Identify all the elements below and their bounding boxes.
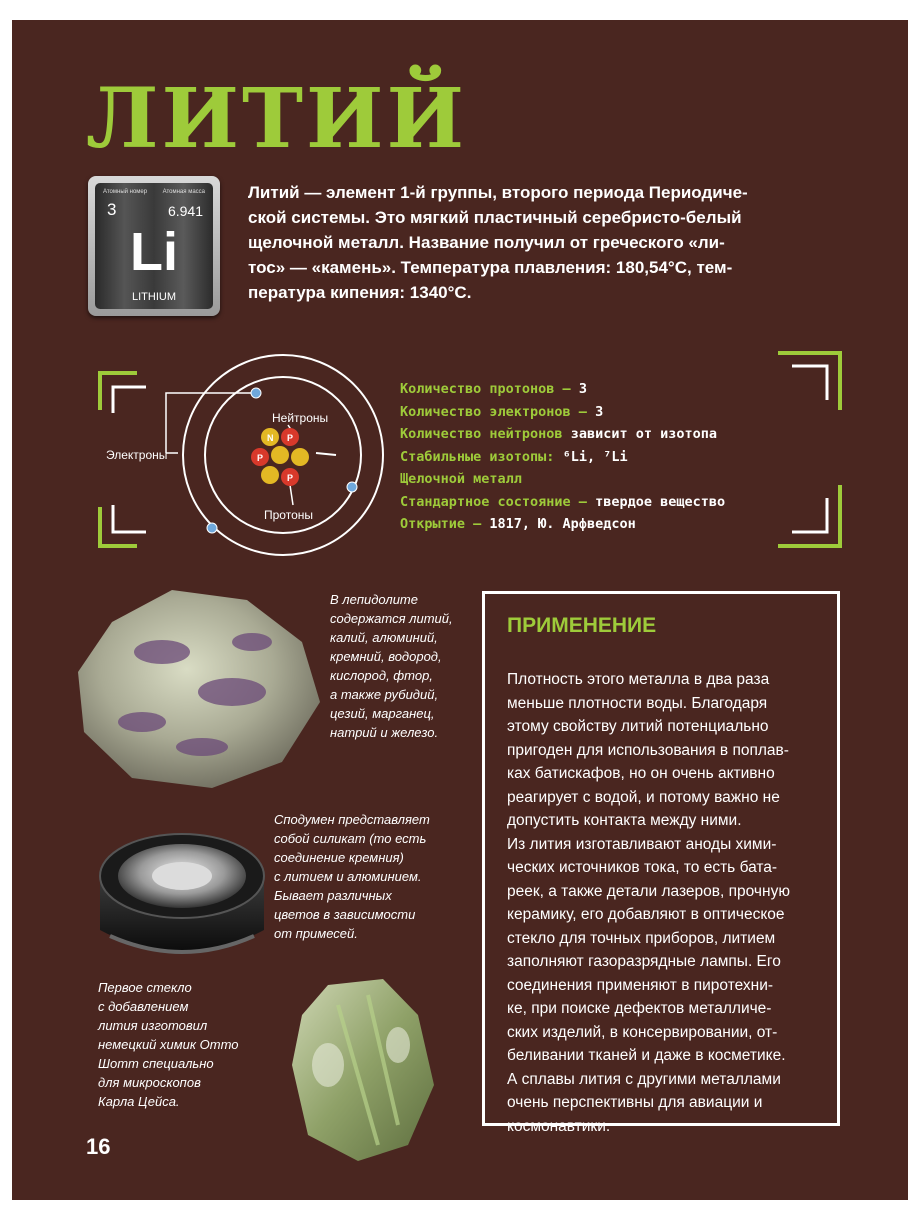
application-line: космонавтики. [507, 1117, 611, 1135]
fact-value: 3 [595, 403, 604, 420]
application-line: меньше плотности воды. Благодаря [507, 694, 768, 712]
fact-key: Стандартное состояние — [400, 493, 596, 510]
bracket-bottom-right [778, 485, 840, 546]
caption-line: соединение кремния) [274, 850, 404, 865]
application-line: ке, при поиске дефектов металличе- [507, 1000, 772, 1017]
page-number: 16 [86, 1134, 111, 1159]
application-line: пригоден для использования в поплав- [507, 741, 789, 759]
proton-mark: P [287, 473, 294, 483]
application-line: керамику, его добавляют в оптическое [507, 906, 785, 923]
atomic-mass: 6.941 [167, 203, 203, 219]
element-symbol: Li [130, 222, 178, 282]
application-line: Плотность этого металла в два раза [507, 671, 770, 688]
neutron-mark: N [267, 433, 274, 443]
fact-item [400, 513, 725, 536]
lens-image [96, 818, 268, 968]
caption-line: собой силикат (то есть [274, 831, 427, 846]
caption-line: цезий, марганец, [330, 706, 435, 721]
application-line: ских изделий, в консервировании, от- [507, 1023, 778, 1041]
electron-particle [251, 388, 261, 398]
caption-line: немецкий химик Отто [98, 1037, 239, 1052]
atomic-number: 3 [107, 200, 117, 219]
fact-key: Стабильные изотопы: [400, 448, 563, 465]
application-line: ческих источников тока, то есть бата- [507, 859, 778, 876]
fact-list [400, 378, 725, 536]
caption-line: Первое стекло [98, 980, 192, 995]
bracket-inner-top-right [792, 366, 827, 400]
electron-particle [207, 523, 217, 533]
fact-item [400, 423, 725, 446]
application-line: реагирует с водой, и потому важно не [507, 788, 780, 806]
intro-line: пература кипения: 1340°С. [248, 283, 472, 302]
arrow-line [316, 453, 336, 455]
application-line: ках батискафов, но он очень активно [507, 765, 775, 782]
spodumene-caption [274, 810, 430, 943]
neutrons-label: Нейтроны [272, 411, 329, 425]
nucleus [251, 428, 309, 486]
caption-line: а также рубидий, [330, 687, 439, 702]
caption-line: содержатся литий, [330, 611, 453, 626]
caption-line: для микроскопов [98, 1075, 201, 1090]
intro-line: тос» — «камень». Температура плавления: 180,54°С, тем- [248, 258, 733, 277]
application-title: ПРИМЕНЕНИЕ [507, 614, 657, 637]
caption-line: от примесей. [274, 926, 358, 941]
proton-mark: P [257, 453, 264, 463]
spodumene-image [288, 975, 438, 1165]
intro-line: щелочной металл. Название получил от греческого «ли- [248, 233, 725, 252]
element-name: LITHIUM [132, 291, 176, 303]
caption-line: натрий и железо. [330, 725, 439, 740]
neutron-particle [271, 446, 289, 464]
fact-item [400, 378, 725, 401]
fact-key: Количество протонов — [400, 381, 579, 397]
caption-line: Карла Цейса. [98, 1094, 180, 1109]
application-line: беливании тканей и даже в косметике. [507, 1047, 786, 1064]
fact-key: Количество электронов — [400, 403, 596, 420]
fact-key: Количество нейтронов [400, 426, 571, 442]
bracket-inner-bottom-right [792, 498, 827, 532]
glass-caption [98, 978, 239, 1111]
caption-line: Бывает различных [274, 888, 392, 903]
fact-item [400, 491, 725, 514]
protons-label: Протоны [264, 508, 313, 522]
page-title: ЛИТИЙ [86, 71, 467, 167]
fact-value: зависит от изотопа [570, 426, 717, 442]
proton-mark: P [287, 433, 294, 443]
lepidolite-image [72, 582, 324, 794]
fact-key: Открытие — [400, 516, 490, 532]
electron-particle [347, 482, 357, 492]
application-line: соединения применяют в пиротехни- [507, 976, 774, 994]
proton-pointer [290, 485, 293, 505]
application-line: стекло для точных приборов, литием [507, 929, 776, 947]
application-line: А сплавы лития с другими металлами [507, 1070, 781, 1088]
application-line: Из лития изготавливают аноды хими- [507, 835, 777, 853]
atomic-number-label: Атомный номер [103, 189, 148, 195]
application-line: очень перспективны для авиации и [507, 1094, 763, 1111]
caption-line: В лепидолите [330, 592, 418, 607]
intro-line: Литий — элемент 1-й группы, второго периода Периодиче- [248, 183, 748, 202]
atom-diagram [88, 345, 408, 560]
electrons-label: Электроны [106, 448, 168, 462]
fact-item [400, 401, 725, 424]
caption-line: Шотт специально [98, 1056, 214, 1071]
fact-item [400, 468, 725, 491]
application-line: заполняют газоразрядные лампы. Его [507, 953, 781, 970]
fact-item [400, 446, 725, 469]
caption-line: лития изготовил [98, 1018, 208, 1033]
caption-line: с добавлением [98, 999, 189, 1014]
lepidolite-caption [330, 590, 453, 742]
caption-line: Сподумен представляет [274, 812, 430, 827]
neutron-particle [291, 448, 309, 466]
bracket-top-right [778, 353, 840, 410]
intro-line: ской системы. Это мягкий пластичный серебристо-белый [248, 208, 742, 227]
caption-line: цветов в зависимости [274, 907, 416, 922]
fact-key: Щелочной металл [400, 471, 522, 487]
application-box [482, 591, 840, 1135]
application-text [507, 668, 819, 1138]
caption-line: кислород, фтор, [330, 668, 433, 683]
caption-line: калий, алюминий, [330, 630, 438, 645]
caption-line: с литием и алюминием. [274, 869, 422, 884]
atomic-mass-label: Атомная масса [162, 189, 205, 195]
caption-line: кремний, водород, [330, 649, 442, 664]
application-line: этому свойству литий потенциально [507, 718, 769, 735]
neutron-particle [261, 466, 279, 484]
fact-value: твердое вещество [595, 493, 726, 510]
fact-value: 3 [578, 381, 587, 397]
application-line: реек, а также детали лазеров, прочную [507, 882, 790, 900]
fact-value: ⁶Li, ⁷Li [562, 448, 628, 465]
fact-value: 1817, Ю. Арфведсон [489, 516, 636, 532]
application-line: допустить контакта между ними. [507, 812, 742, 829]
